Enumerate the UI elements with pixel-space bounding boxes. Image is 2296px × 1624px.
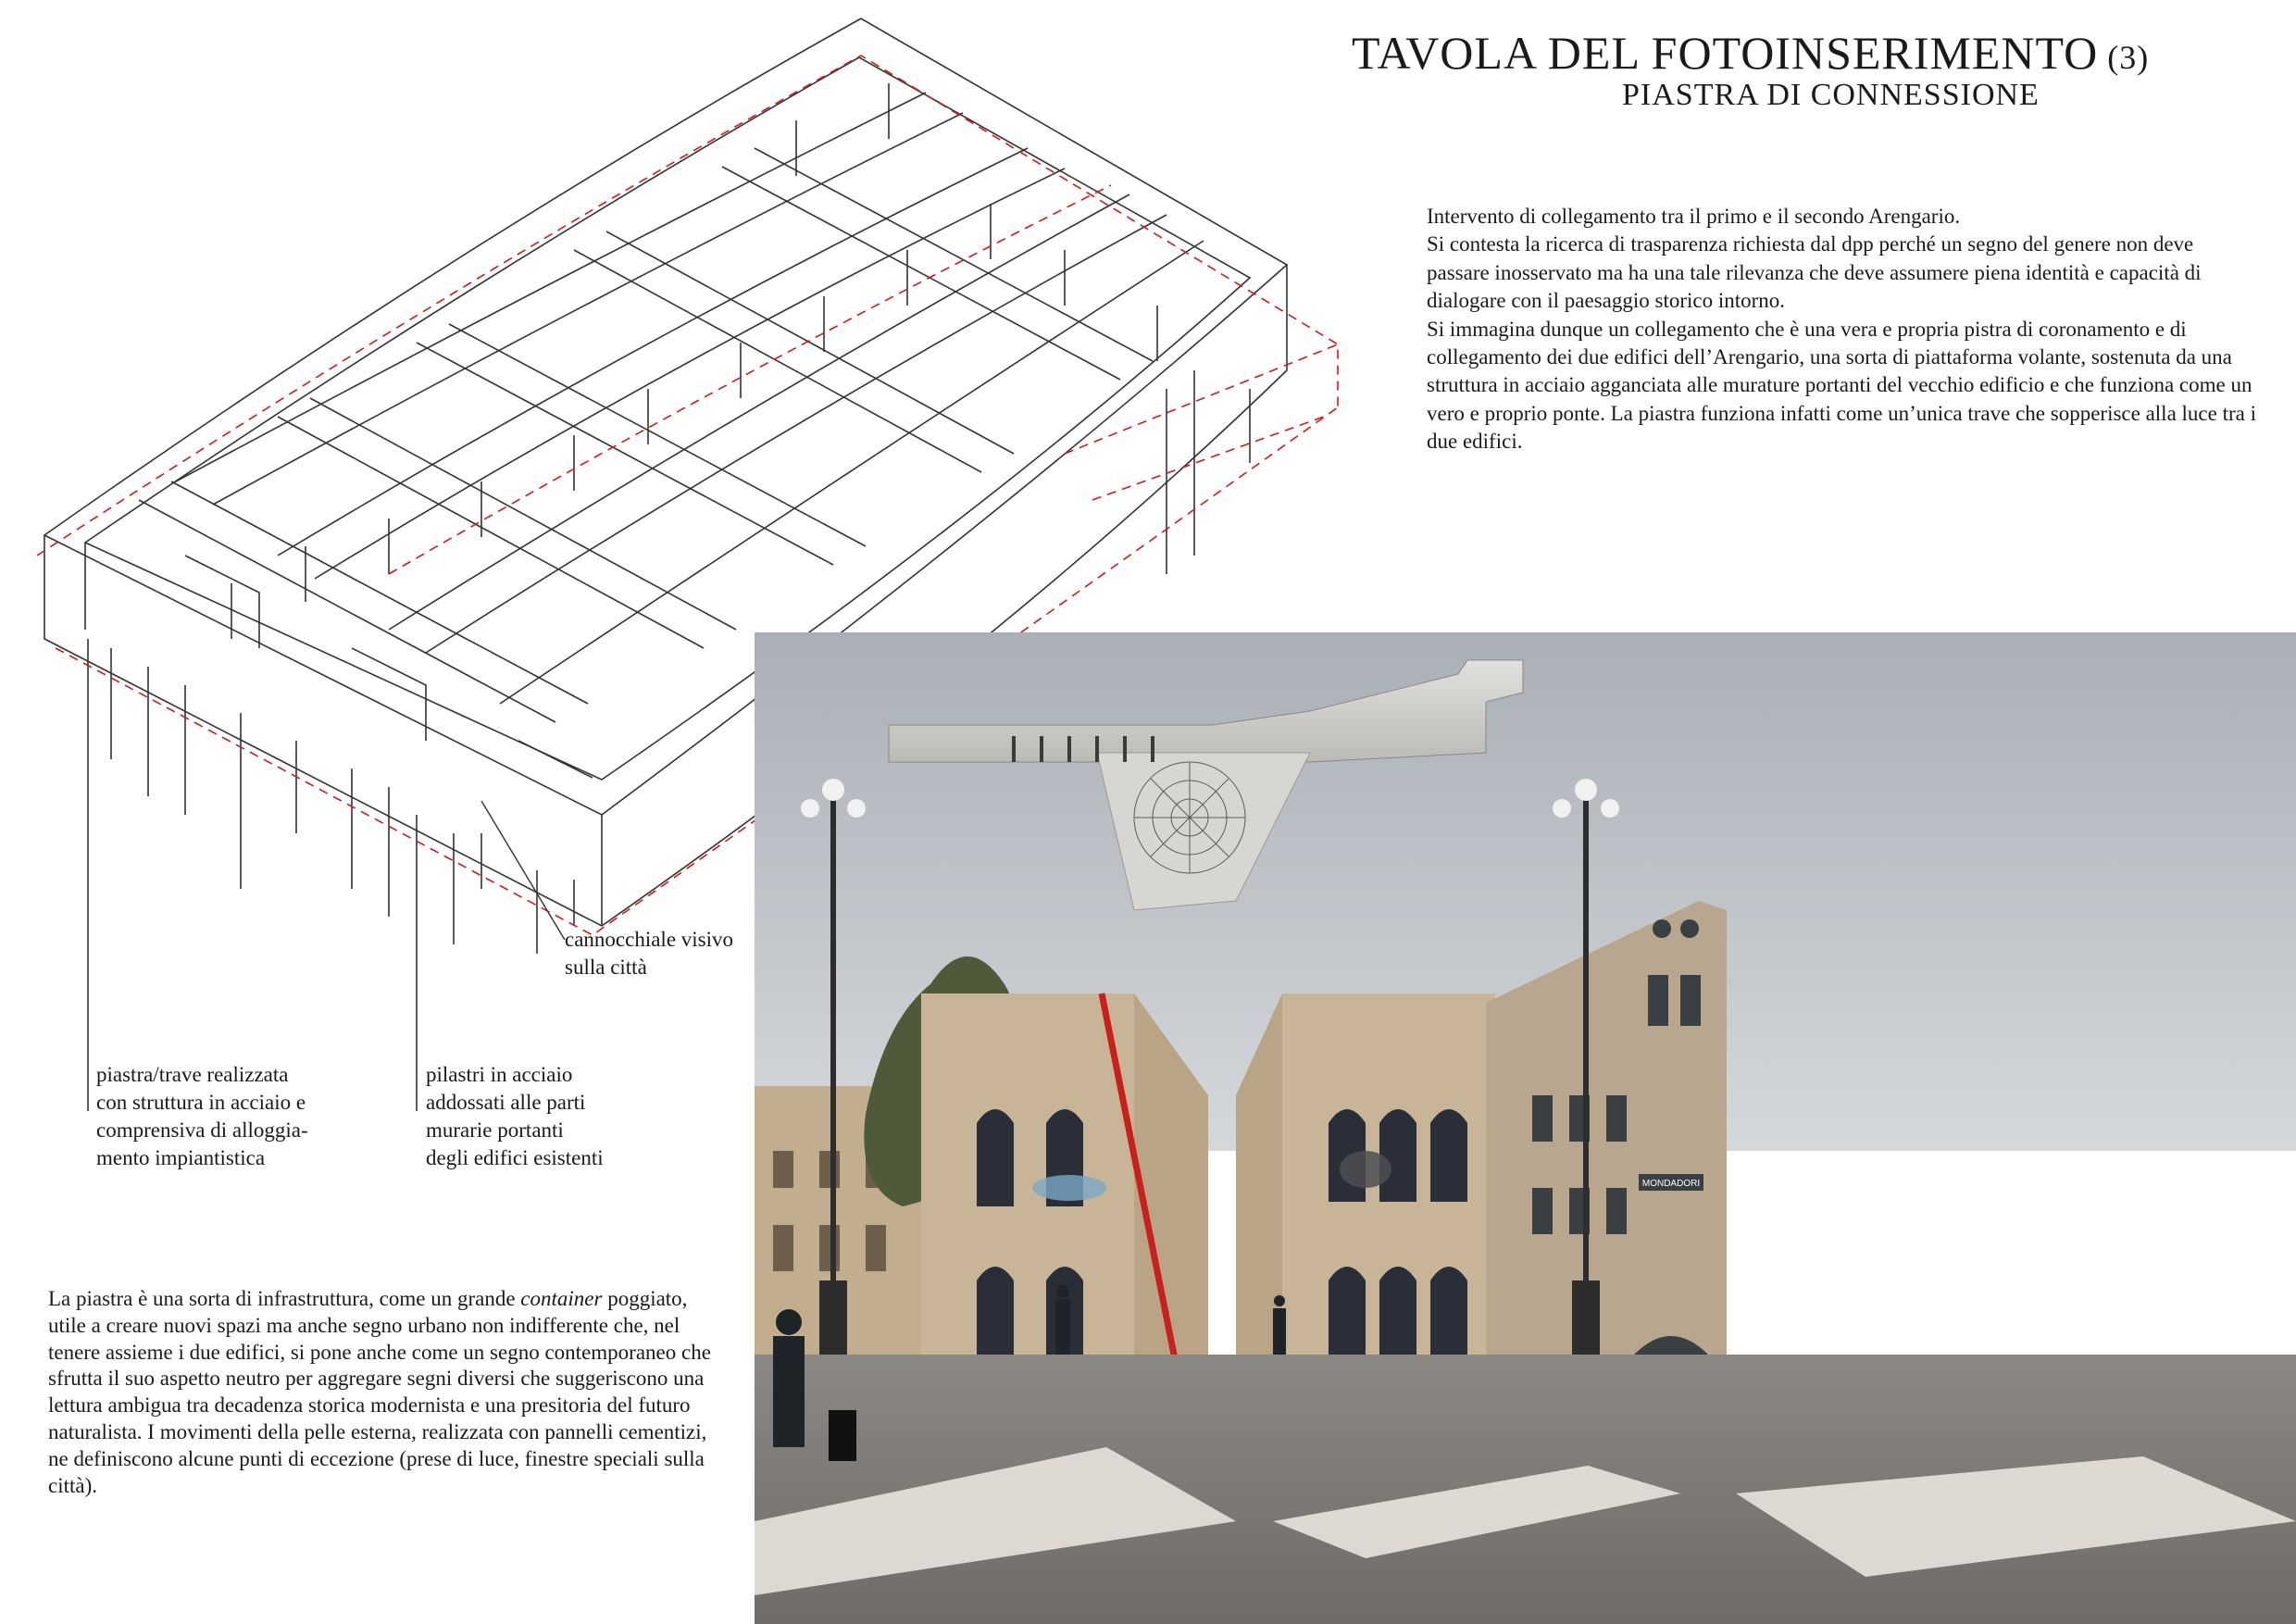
label-line: sulla città [565,956,647,979]
title-number: (3) [2107,39,2150,76]
label-line: degli edifici esistenti [426,1146,604,1169]
label-line: pilastri in acciaio [426,1063,573,1086]
intro-paragraph-1: Intervento di collegamento tra il primo e il secondo Arengario. [1427,205,1961,228]
label-line: piastra/trave realizzata [96,1063,289,1086]
mondadori-sign: MONDADORI [1641,1179,1701,1189]
body-text-italic: container [520,1287,603,1310]
body-text-part-1: La piastra è una sorta di infrastruttura, come un grande [48,1287,521,1310]
label-pilastri [426,1061,604,1172]
sculpture-head [1340,1151,1391,1188]
label-line: comprensiva di alloggia- [96,1118,308,1142]
body-text-part-2: poggiato, utile a creare nuovi spazi ma anche segno urbano non indifferente che, nel tenere assieme i due edifici, si pone anche come un segno contemporaneo che sfrutta il suo aspetto neutro per aggregare segni diversi che suggeriscono una lettura ambigua tra decadenza storica modernista e una presitoria del futuro naturalista. I movimenti della pelle esterna, realizzata con pannelli cementizi, ne definiscono alcune punti di eccezione (prese di luce, finestre speciali sulla città). [48,1287,711,1497]
intro-text [1427,203,2260,456]
page-subtitle: PIASTRA DI CONNESSIONE [1622,78,2040,112]
intro-paragraph-2: Si contesta la ricerca di trasparenza richiesta dal dpp perché un segno del genere non deve passare inosservato ma ha una tale rilevanza che deve assumere piena identità e capacità di dialogare con il paesaggio storico intorno. [1427,232,2202,313]
label-line: addossati alle parti [426,1091,586,1114]
label-line: murarie portanti [426,1118,564,1142]
web-motif [1134,762,1245,873]
page-title [1352,26,2296,80]
graffiti-left [1032,1175,1106,1201]
label-piastra-trave [96,1061,308,1172]
photomontage [755,632,2296,1624]
photomontage-illustration [755,632,2296,1624]
label-line: con struttura in acciaio e [96,1091,306,1114]
label-cannocchiale [565,926,733,981]
intro-paragraph-3: Si immagina dunque un collegamento che è una vera e propria pistra di coronamento e di collegamento dei due edifici dell’Arengario, una sorta di piattaforma volante, sostenuta da una struttura in acciaio agganciata alle murature portanti del vecchio edificio e che funziona come un vero e proprio ponte. La piastra funziona infatti come un’unica trave che sopperisce alla luce tra i due edifici. [1427,317,2256,454]
label-line: cannocchiale visivo [565,928,734,951]
description-text [48,1286,724,1499]
title-text: TAVOLA DEL FOTOINSERIMENTO [1352,27,2099,79]
label-line: mento impiantistica [96,1146,266,1169]
